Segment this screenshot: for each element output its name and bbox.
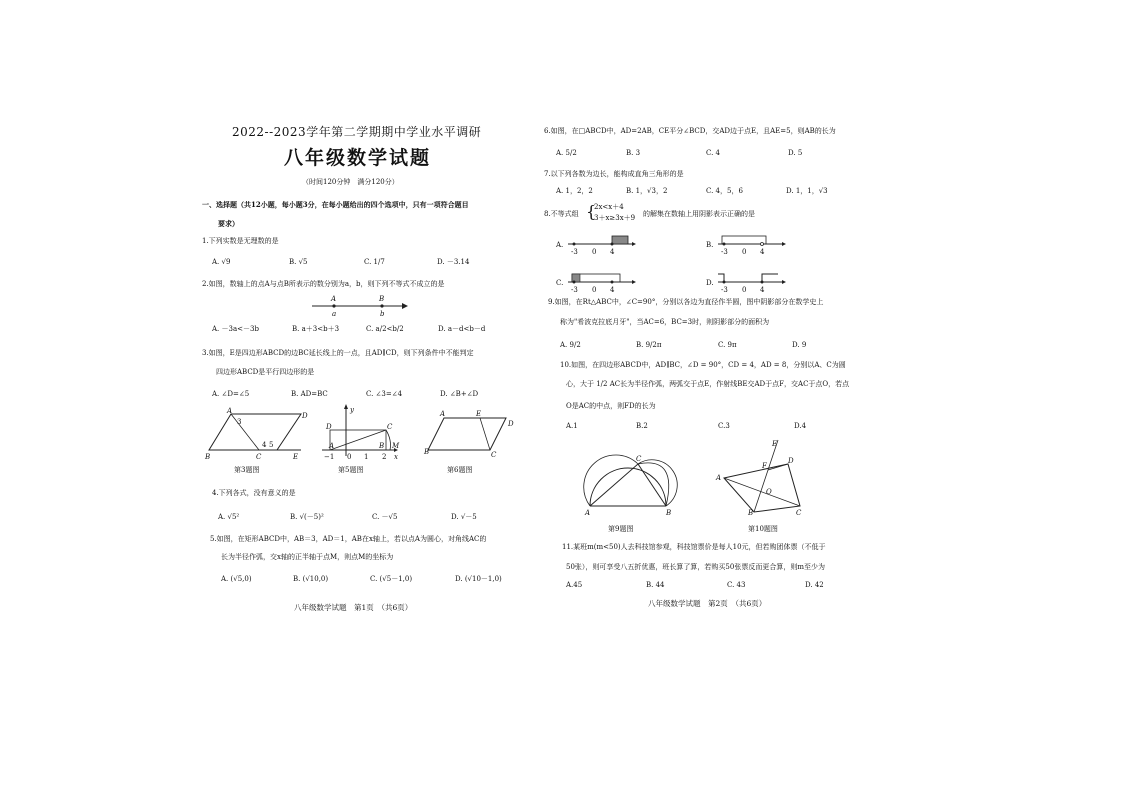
q3-angle-5: 5 xyxy=(269,441,274,449)
q8-number-line-a xyxy=(566,232,638,258)
q2-point-b-label: B xyxy=(379,295,385,303)
q7-option-d: D. 1，1，√3 xyxy=(786,187,828,195)
q6-option-d: D. 5 xyxy=(788,149,803,157)
q5-tick-0: 0 xyxy=(347,453,352,461)
exam-subtitle: （时间120分钟 满分120分） xyxy=(302,178,399,186)
q10-label-b: B xyxy=(748,509,754,517)
q3-label-a: A xyxy=(227,407,233,415)
q10-option-a: A.1 xyxy=(566,422,578,430)
question-3-cont: 四边形ABCD是平行四边形的是 xyxy=(216,368,315,376)
q8c-tick-0: 0 xyxy=(592,286,597,294)
q7-option-b: B. 1，√3，2 xyxy=(626,187,668,195)
q10-label-e: E xyxy=(772,440,778,448)
q2-point-a-label: A xyxy=(331,295,337,303)
q3-figure-caption: 第3题图 xyxy=(234,466,260,474)
right-page-footer: 八年级数学试题 第2页 （共6页） xyxy=(648,599,767,608)
q5-label-a: A xyxy=(329,442,335,450)
section-1-heading-cont: 要求） xyxy=(218,219,239,228)
q9-label-a: A xyxy=(585,509,591,517)
q10-option-c: C.3 xyxy=(718,422,730,430)
q3-label-c: C xyxy=(256,453,262,461)
q9-label-b: B xyxy=(666,509,672,517)
q8d-tick-4: 4 xyxy=(760,286,765,294)
q8-number-line-d xyxy=(716,270,788,296)
q10-option-b: B.2 xyxy=(636,422,648,430)
q9-figure-caption: 第9题图 xyxy=(608,525,634,533)
exam-title: 八年级数学试题 xyxy=(284,147,432,169)
q8a-tick-4: 4 xyxy=(610,248,615,256)
q5-label-m: M xyxy=(392,442,400,450)
question-5-cont: 长为半径作弧，交x轴的正半轴于点M，则点M的坐标为 xyxy=(221,553,394,561)
q5-option-b: B. (√10,0) xyxy=(293,575,329,583)
q8c-tick-4: 4 xyxy=(610,286,615,294)
q4-option-d: D. √－5 xyxy=(451,513,477,521)
q10-label-o: O xyxy=(766,488,772,496)
question-8-lead: 8.不等式组 xyxy=(544,210,579,218)
q3-option-b: B. AD=BC xyxy=(291,390,328,398)
q10-label-d: D xyxy=(788,457,794,465)
q6-figure-caption: 第6题图 xyxy=(447,466,473,474)
q8b-tick-neg3: -3 xyxy=(721,248,728,256)
q9-option-c: C. 9π xyxy=(718,341,737,349)
q6-figure xyxy=(424,404,520,460)
q5-label-b: B xyxy=(379,442,385,450)
q8-option-a: A. xyxy=(556,241,564,249)
question-6: 6.如图，在□ABCD中，AD=2AB，CE平分∠BCD，交AD边于点E，且AE=5，则AB的长为 xyxy=(544,127,836,135)
q8d-tick-0: 0 xyxy=(742,286,747,294)
question-10: 10.如图，在四边形ABCD中，AD∥BC，∠D = 90°，CD = 4，AD = 8，分别以A、C为圆 xyxy=(560,361,846,369)
q2-option-b: B. a＋3<b＋3 xyxy=(292,325,340,333)
q6-label-e: E xyxy=(476,410,482,418)
q10-label-f: F xyxy=(762,462,767,470)
question-7: 7.以下列各数为边长，能构成直角三角形的是 xyxy=(544,170,684,178)
q5-label-x: x xyxy=(394,453,398,461)
q3-label-e: E xyxy=(293,453,299,461)
q6-option-c: C. 4 xyxy=(706,149,721,157)
q11-option-b: B. 44 xyxy=(646,581,665,589)
q10-option-d: D.4 xyxy=(794,422,807,430)
q2-value-b-label: b xyxy=(380,310,385,318)
q5-option-a: A. (√5,0) xyxy=(221,575,252,583)
q5-label-d: D xyxy=(326,423,332,431)
q3-figure xyxy=(205,404,308,461)
q9-option-d: D. 9 xyxy=(792,341,807,349)
q7-option-c: C. 4，5，6 xyxy=(706,187,743,195)
q10-figure xyxy=(714,436,814,516)
q2-option-d: D. a－d<b－d xyxy=(438,325,486,333)
q8-inequality-2: 3＋x≥3x＋9 xyxy=(594,214,636,222)
q8d-tick-neg3: -3 xyxy=(721,286,728,294)
q8-option-c: C. xyxy=(556,279,564,287)
q3-label-b: B xyxy=(205,453,211,461)
q3-option-a: A. ∠D=∠5 xyxy=(212,390,250,398)
q5-figure-caption: 第5题图 xyxy=(338,466,364,474)
q1-option-d: D. －3.14 xyxy=(437,258,470,266)
q6-option-b: B. 3 xyxy=(626,149,641,157)
q4-option-c: C. －√5 xyxy=(372,513,398,521)
q5-option-c: C. (√5－1,0) xyxy=(370,575,413,583)
q7-option-a: A. 1，2，2 xyxy=(556,187,593,195)
q8-option-b: B. xyxy=(706,241,714,249)
question-3: 3.如图，E是四边形ABCD的边BC延长线上的一点，且AD∥CD，则下列条件中不能判定 xyxy=(202,349,474,357)
q4-option-b: B. √(－5)² xyxy=(290,513,324,521)
q10-label-a: A xyxy=(716,474,722,482)
q8-number-line-b xyxy=(716,232,788,258)
q8c-tick-neg3: -3 xyxy=(571,286,578,294)
q9-label-c: C xyxy=(636,455,642,463)
q11-option-a: A.45 xyxy=(566,581,583,589)
q8-option-d: D. xyxy=(706,279,714,287)
q4-option-a: A. √5² xyxy=(218,513,240,521)
q3-option-c: C. ∠3=∠4 xyxy=(366,390,403,398)
q3-angle-4: 4 xyxy=(262,441,267,449)
q5-label-y: y xyxy=(350,406,354,414)
q11-option-c: C. 43 xyxy=(727,581,746,589)
question-5: 5.如图，在矩形ABCD中，AB＝3，AD＝1，AB在x轴上，若以点A为圆心，对角线AC的 xyxy=(210,535,487,543)
question-9-cont: 称为"希波克拉底月牙"，当AC=6，BC=3时，则阴影部分的面积为 xyxy=(560,318,770,326)
exam-header: 2022--2023学年第二学期期中学业水平调研 xyxy=(232,125,482,139)
q1-option-c: C. 1/7 xyxy=(364,258,385,266)
question-10-cont-2: O是AC的中点，则FD的长为 xyxy=(566,402,656,410)
q6-option-a: A. 5/2 xyxy=(556,149,577,157)
q6-label-a: A xyxy=(440,410,446,418)
question-1: 1.下列实数是无理数的是 xyxy=(202,237,279,245)
q8-inequality-1: 2x<x＋4 xyxy=(594,203,624,211)
q8b-tick-4: 4 xyxy=(760,248,765,256)
q6-label-b: B xyxy=(424,448,430,456)
q5-figure xyxy=(318,404,398,460)
q6-label-c: C xyxy=(491,451,497,459)
question-10-cont: 心，大于 1/2 AC长为半径作弧，两弧交于点E，作射线BE交AD于点F，交AC于点O，若点 xyxy=(566,380,850,388)
q10-figure-caption: 第10题图 xyxy=(748,525,778,533)
q3-label-d: D xyxy=(302,412,308,420)
question-9: 9.如图，在Rt△ABC中，∠C=90°，分别以各边为直径作半圆，图中阴影部分在数学史上 xyxy=(548,298,824,306)
q8-brace: { xyxy=(586,202,597,221)
q3-option-d: D. ∠B+∠D xyxy=(440,390,479,398)
q8b-tick-0: 0 xyxy=(742,248,747,256)
question-8-tail: 的解集在数轴上用阴影表示正确的是 xyxy=(643,210,755,218)
q8-number-line-c xyxy=(566,270,638,296)
q5-tick-2: 2 xyxy=(382,453,387,461)
q8a-tick-neg3: -3 xyxy=(571,248,578,256)
q2-option-a: A. －3a<－3b xyxy=(212,325,259,333)
q6-label-d: D xyxy=(508,420,514,428)
q9-option-b: B. 9/2π xyxy=(636,341,662,349)
q2-option-c: C. a/2<b/2 xyxy=(366,325,404,333)
q10-label-c: C xyxy=(796,509,802,517)
question-2: 2.如图，数轴上的点A与点B所表示的数分别为a，b，则下列不等式不成立的是 xyxy=(202,280,445,288)
q3-angle-3: 3 xyxy=(237,418,242,426)
question-4: 4.下列各式，没有意义的是 xyxy=(212,489,296,497)
q1-option-b: B. √5 xyxy=(289,258,308,266)
left-page-footer: 八年级数学试题 第1页 （共6页） xyxy=(294,603,413,612)
q11-option-d: D. 42 xyxy=(805,581,824,589)
q5-option-d: D. (√10－1,0) xyxy=(455,575,502,583)
q5-tick-neg1: −1 xyxy=(324,453,335,461)
q1-option-a: A. √9 xyxy=(212,258,231,266)
q9-option-a: A. 9/2 xyxy=(560,341,581,349)
q2-number-line-figure xyxy=(310,294,410,320)
q8a-tick-0: 0 xyxy=(592,248,597,256)
section-1-heading: 一、选择题（共12小题，每小题3分，在每小题给出的四个选项中，只有一项符合题目 xyxy=(202,200,469,209)
q5-tick-1: 1 xyxy=(364,453,369,461)
question-11: 11.某班m(m<50)人去科技馆参观，科技馆票价是每人10元，但若购团体票（不低于 xyxy=(562,543,826,551)
q9-figure xyxy=(582,436,692,516)
q2-value-a-label: a xyxy=(332,310,337,318)
question-11-cont: 50张），则可享受八五折优惠，班长算了算，若购买50张票反而更合算，则m至少为 xyxy=(566,563,825,571)
q5-label-c: C xyxy=(387,423,393,431)
